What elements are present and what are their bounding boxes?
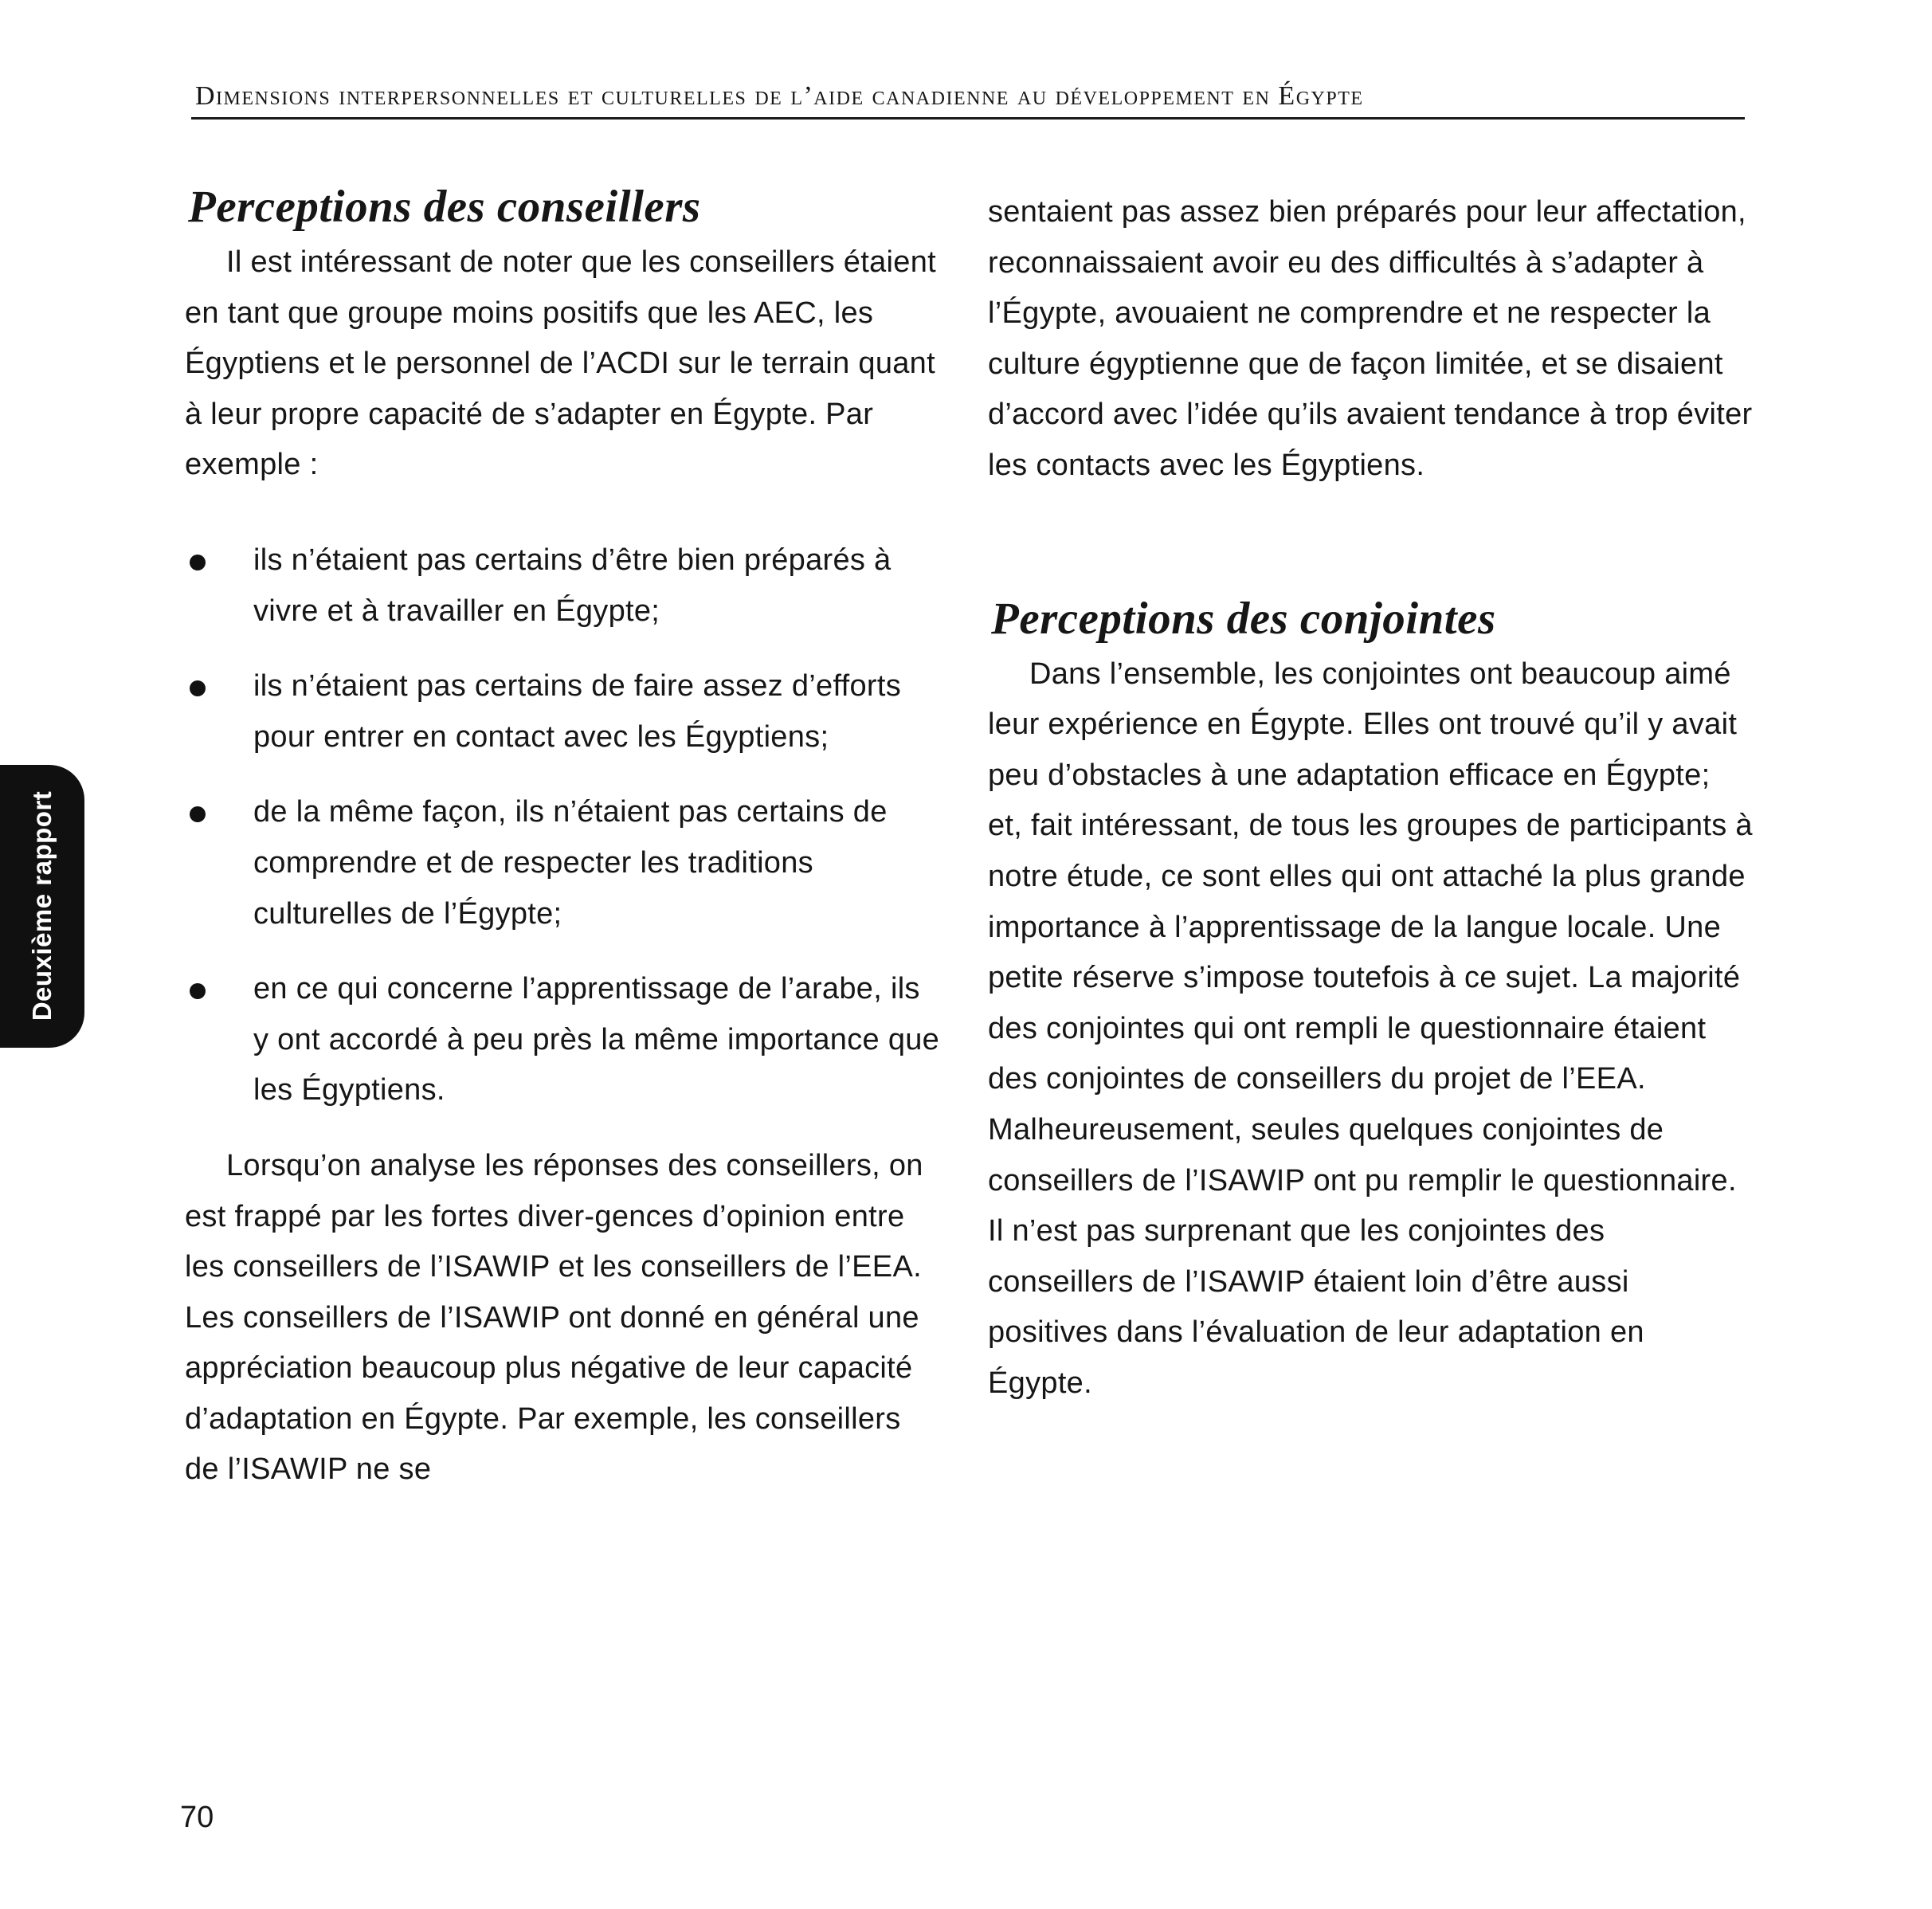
- bullet-dot-icon: [190, 983, 206, 999]
- running-head: Dimensions interpersonnelles et culturelles de l’aide canadienne au développement en Égypte: [195, 81, 1364, 111]
- page-number: 70: [180, 1801, 214, 1834]
- bullet-list: [185, 535, 940, 1116]
- bullet-text: ils n’étaient pas certains d’être bien préparés à vivre et à travailler en Égypte;: [253, 543, 892, 628]
- section-tab-label: Deuxième rapport: [27, 790, 57, 1021]
- left-column: [185, 182, 940, 1495]
- bullet-item: [185, 964, 940, 1116]
- bullet-dot-icon: [190, 555, 206, 570]
- intro-paragraph: Il est intéressant de noter que les conseillers étaient en tant que groupe moins positifs que les AEC, les Égyptiens et le personnel de l’ACDI sur le terrain quant à leur propre capacité de s’adapter en Égypte. Par exemple :: [185, 245, 937, 482]
- closing-paragraph: Lorsqu’on analyse les réponses des conseillers, on est frappé par les fortes diver-gences d’opinion entre les conseillers de l’ISAWIP et les conseillers de l’EEA. Les conseillers de l’ISAWIP ont donné en général une appréciation beaucoup plus négative de leur capacité d’adaptation en Égypte. Par exemple, les conseillers de l’ISAWIP ne se: [185, 1148, 923, 1487]
- bullet-text: de la même façon, ils n’étaient pas certains de comprendre et de respecter les traditions culturelles de l’Égypte;: [253, 795, 888, 931]
- bullet-item: [185, 661, 940, 762]
- section-title-conjointes: Perceptions des conjointes: [991, 593, 1496, 644]
- bullet-dot-icon: [190, 680, 206, 696]
- continuation-paragraph: sentaient pas assez bien préparés pour leur affectation, reconnaissaient avoir eu des difficultés à s’adapter à l’Égypte, avouaient ne comprendre et ne respecter la culture égyptienne que de façon limitée, et se disaient d’accord avec l’idée qu’ils avaient tendance à trop éviter les contacts avec les Égyptiens.: [988, 195, 1753, 482]
- conjointes-paragraph: Dans l’ensemble, les conjointes ont beaucoup aimé leur expérience en Égypte. Elles ont trouvé qu’il y avait peu d’obstacles à une adaptation efficace en Égypte; et, fait intéressant, de tous les groupes de participants à notre étude, ce sont elles qui ont attaché la plus grande importance à l’apprentissage de la langue locale. Une petite réserve s’impose toutefois à ce sujet. La majorité des conjointes qui ont rempli le questionnaire étaient des conjointes de conseillers du projet de l’EEA. Malheureusement, seules quelques conjointes de conseillers de l’ISAWIP ont pu remplir le questionnaire. Il n’est pas surprenant que les conjointes des conseillers de l’ISAWIP étaient loin d’être aussi positives dans l’évaluation de leur adaptation en Égypte.: [988, 657, 1753, 1400]
- right-column: [988, 187, 1753, 1409]
- section-tab: [0, 765, 84, 1048]
- bullet-item: [185, 535, 940, 637]
- bullet-text: ils n’étaient pas certains de faire assez d’efforts pour entrer en contact avec les Égyptiens;: [253, 669, 902, 754]
- bullet-text: en ce qui concerne l’apprentissage de l’arabe, ils y ont accordé à peu près la même importance que les Égyptiens.: [253, 972, 940, 1107]
- section-title-conseillers: Perceptions des conseillers: [188, 182, 701, 232]
- header-rule: [191, 117, 1745, 120]
- bullet-item: [185, 787, 940, 939]
- bullet-dot-icon: [190, 806, 206, 822]
